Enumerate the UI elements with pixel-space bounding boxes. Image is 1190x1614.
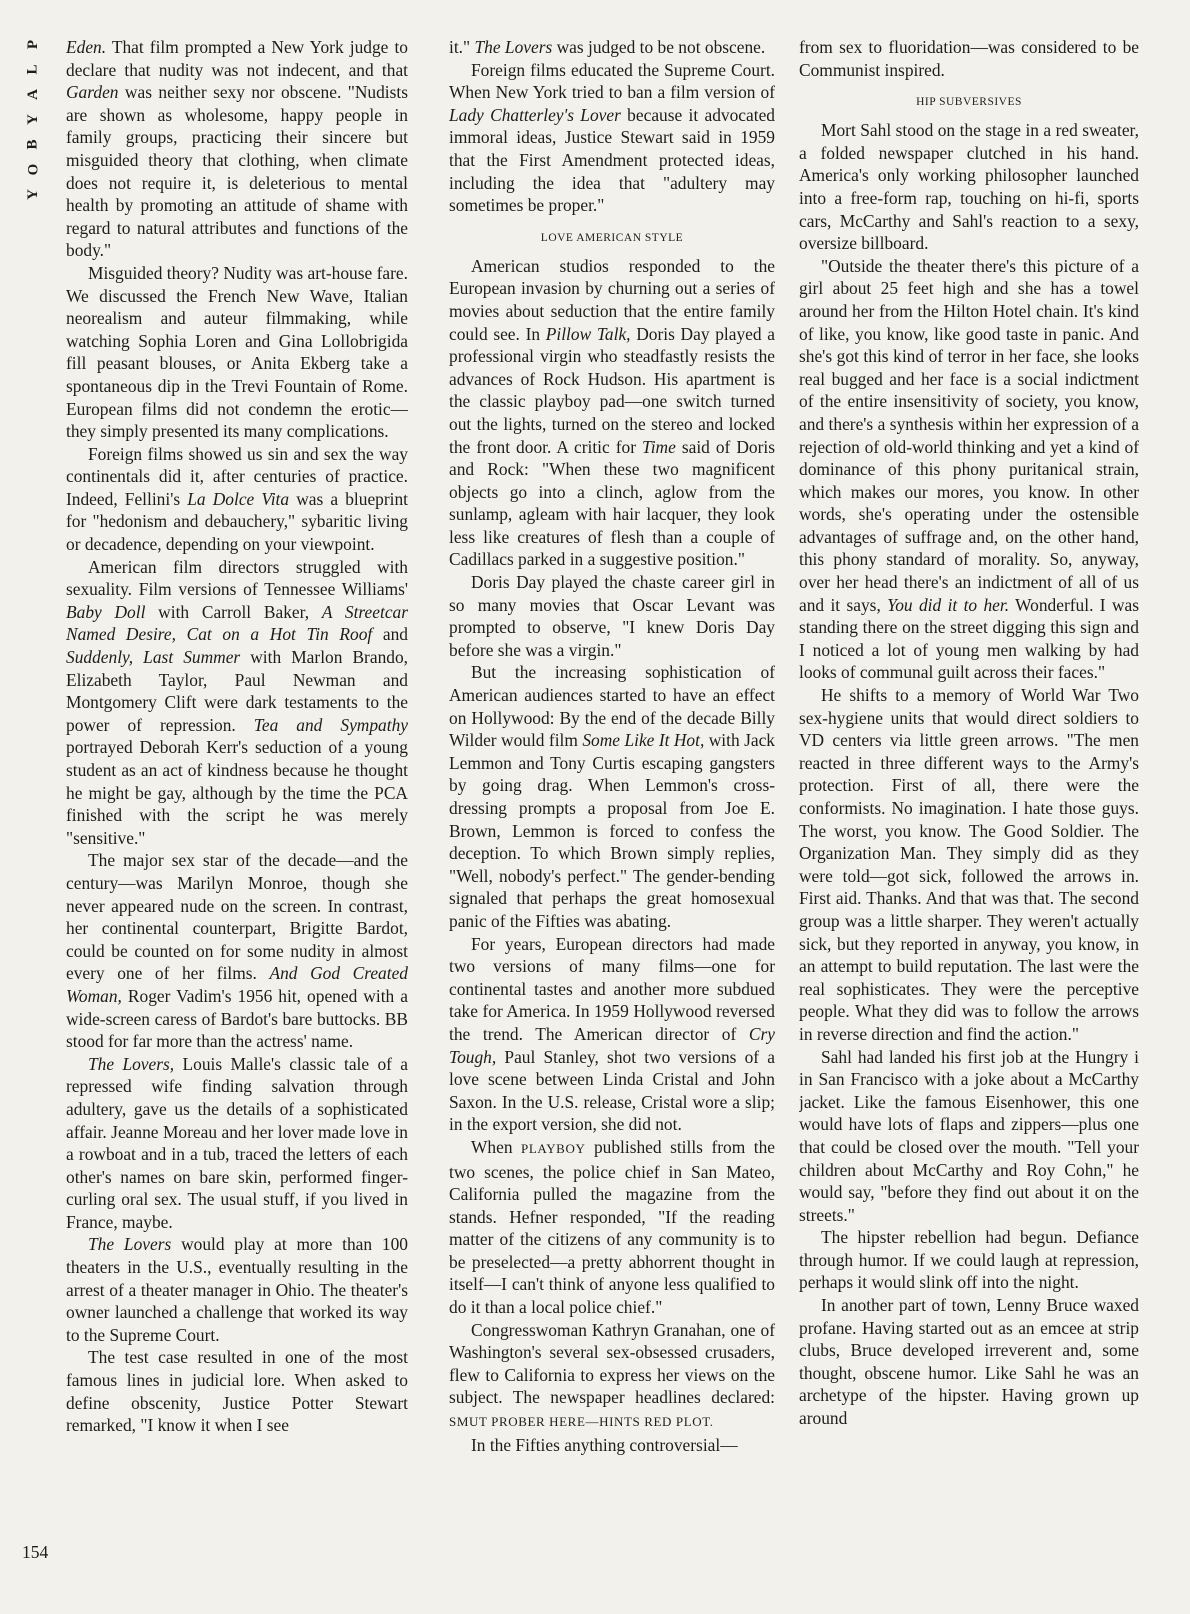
running-head-letter: O xyxy=(24,162,41,176)
running-head-letter: L xyxy=(24,63,41,75)
running-head-playboy xyxy=(20,36,46,202)
body-paragraph: The major sex star of the decade—and the century—was Marilyn Monroe, though she never appeared nude on the screen. In contrast, her continental counterpart, Brigitte Bardot, could be counted on for some nudity in almost every one of her films. And God Created Woman, Roger Vadim's 1956 hit, opened with a wide-screen caress of Bardot's bare buttocks. BB stood for far more than the actress' name. xyxy=(66,850,408,1052)
body-paragraph: In the Fifties anything controversial— xyxy=(471,1434,738,1455)
running-head-letter: B xyxy=(24,138,41,150)
body-paragraph: American studios responded to the European invasion by churning out a series of movies about seduction that the entire family could see. In Pillow Talk, Doris Day played a professional virgin who steadfastly resists the advances of Rock Hudson. His apartment is the classic playboy pad—one switch turned out the lights, turned on the stereo and locked the front door. A critic for Time said of Doris and Rock: "When these two magnificent objects go into a clinch, aglow from the sunlamp, agleam with hair lacquer, they look less like creatures of flesh than a couple of Cadillacs parked in a suggestive position." xyxy=(449,255,775,570)
body-paragraph: American film directors struggled with sexuality. Film versions of Tennessee Williams' Baby Doll with Carroll Baker, A Streetcar Named Desire, Cat on a Hot Tin Roof and Suddenly, Last Summer with Marlon Brando, Elizabeth Taylor, Paul Newman and Montgomery Clift were dark testaments to the power of repression. Tea and Sympathy portrayed Deborah Kerr's seduction of a young student as an act of kindness because he thought he might be gay, although by the time the PCA finished with the script he was merely "sensitive." xyxy=(66,556,408,848)
body-paragraph: Sahl had landed his first job at the Hungry i in San Francisco with a joke about a McCarthy jacket. Like the famous Eisenhower, this one would have lots of flaps and zippers—plus one that could be closed over the mouth. "Tell your children about McCarthy and Roy Cohn," he would say, "before they find out about it on the streets." xyxy=(799,1046,1139,1225)
body-paragraph: For years, European directors had made two versions of many films—one for continental tastes and another more subdued take for America. In 1959 Hollywood reversed the trend. The American director of Cry Tough, Paul Stanley, shot two versions of a love scene between Linda Cristal and John Saxon. In the U.S. release, Cristal wore a slip; in the export version, she did not. xyxy=(449,933,775,1135)
running-head-letter: A xyxy=(25,88,41,100)
body-paragraph: it." The Lovers was judged to be not obscene. xyxy=(449,37,766,57)
body-paragraph: But the increasing sophistication of American audiences started to have an effect on Hollywood: By the end of the decade Billy Wilder would film Some Like It Hot, with Jack Lemmon and Tony Curtis escaping gangsters by going drag. When Lemmon's cross-dressing prompts a proposal from Joe E. Brown, Lemmon is forced to confess the deception. To which Brown simply replies, "Well, nobody's perfect." The gender-bending signaled that perhaps the great homosexual panic of the Fifties was abating. xyxy=(449,662,775,931)
body-paragraph: Mort Sahl stood on the stage in a red sweater, a folded newspaper clutched in his hand. America's only working philosopher launched into a free-form rap, touching on hi-fi, sports cars, McCarthy and Sahl's reaction to a sexy, oversize billboard. xyxy=(799,120,1139,254)
body-paragraph: Doris Day played the chaste career girl in so many movies that Oscar Levant was prompted to observe, "I knew Doris Day before she was a virgin." xyxy=(449,572,775,660)
running-head-letter: P xyxy=(24,38,41,50)
page-number: 154 xyxy=(22,1542,49,1562)
section-heading: LOVE AMERICAN STYLE xyxy=(540,231,684,244)
body-paragraph: When PLAYBOY published stills from the two scenes, the police chief in San Mateo, California pulled the magazine from the stands. Hefner responded, "If the reading matter of the citizens of any community is to be preselected—a pretty abhorrent thought in itself—I can't think of anyone less qualified to do it than a local police chief." xyxy=(449,1136,775,1318)
body-paragraph: The test case resulted in one of the most famous lines in judicial lore. When asked to define obscenity, Justice Potter Stewart remarked, "I know it when I see xyxy=(66,1347,408,1436)
body-paragraph: The hipster rebellion had begun. Defiance through humor. If we could laugh at repression, perhaps it would slink off into the night. xyxy=(799,1227,1139,1293)
section-heading: HIP SUBVERSIVES xyxy=(916,96,1022,109)
body-paragraph: The Lovers would play at more than 100 theaters in the U.S., eventually resulting in the arrest of a theater manager in Ohio. The theater's owner launched a challenge that worked its way to the Supreme Court. xyxy=(66,1234,408,1345)
body-paragraph: Foreign films educated the Supreme Court. When New York tried to ban a film version of Lady Chatterley's Lover because it advocated immoral ideas, Justice Stewart said in 1959 that the First Amendment protected ideas, including the idea that "adultery may sometimes be proper." xyxy=(449,59,775,216)
running-head-letter: Y xyxy=(25,188,41,200)
body-paragraph: Eden. That film prompted a New York judge to declare that nudity was not indecent, and that Garden was neither sexy nor obscene. "Nudists are shown as wholesome, happy people in family groups, practicing their sincere but misguided theory that clothing, when climate does not require it, is deleterious to mental health by promoting an attitude of shame with regard to natural attributes and functions of the body." xyxy=(66,37,408,261)
running-head-letter: Y xyxy=(25,113,41,125)
body-paragraph: In another part of town, Lenny Bruce waxed profane. Having started out as an emcee at strip clubs, Bruce developed irreverent and, some thought, obscene humor. Like Sahl he was an archetype of the hipster. Having grown up around xyxy=(799,1295,1139,1429)
body-paragraph: Misguided theory? Nudity was art-house fare. We discussed the French New Wave, Italian neorealism and auteur filmmaking, while watching Sophia Loren and Gina Lollobrigida fill peasant blouses, or Anita Ekberg take a spontaneous dip in the Trevi Fountain of Rome. European films did not condemn the erotic—they simply presented its many complications. xyxy=(66,262,408,442)
body-paragraph: "Outside the theater there's this picture of a girl about 25 feet high and she has a towel around her from the Hilton Hotel chain. It's kind of like, you know, like good taste in panic. And she's got this kind of terror in her face, she looks real bugged and her face is a social indictment of the entire insensitivity of society, you know, and there's a synthesis within her expression of a rejection of old-world thinking and yet a kind of dominance of this phony puritanical strain, which makes our mores, you know. In other words, she's operating under the ostensible advantages of suffrage and, on the other hand, this phony standard of morality. So, anyway, over her head there's an indictment of all of us and it says, You did it to her. Wonderful. I was standing there on the street digging this sign and I noticed a lot of young men walking by had looks of communal guilt across their faces." xyxy=(799,255,1139,683)
body-paragraph: He shifts to a memory of World War Two sex-hygiene units that would direct soldiers to VD centers via little green arrows. "The men reacted in three different ways to the Army's protection. First of all, there were the conformists. No imagination. I hate those guys. The worst, you know. The Good Soldier. The Organization Man. They simply did as they were told—got sick, followed the arrows in. First aid. Thanks. And that was that. The second group was a little sharper. They weren't actually sick, but they reported in anyway, you know, in an attempt to build reputation. The last were the real sophisticates. They were the perceptive people. What they did was to follow the arrows in reverse direction and find the action." xyxy=(799,685,1139,1044)
body-paragraph: Congresswoman Kathryn Granahan, one of Washington's several sex-obsessed crusaders, flew to California to express her views on the subject. The newspaper headlines declared: SMUT PROBER HERE—HINTS RED PLOT. xyxy=(449,1319,775,1430)
text-column-1 xyxy=(66,36,408,1576)
body-paragraph: The Lovers, Louis Malle's classic tale of a repressed wife finding salvation through adultery, gave us the details of a sophisticated affair. Jeanne Moreau and her lover made love in a rowboat and in a tub, traced the letters of each other's names on bare skin, performed finger-curling oral sex. The usual stuff, if you lived in France, maybe. xyxy=(66,1053,408,1232)
body-paragraph: from sex to fluoridation—was considered to be Communist inspired. xyxy=(799,37,1139,80)
text-column-3 xyxy=(799,36,1139,1576)
body-paragraph: Foreign films showed us sin and sex the way continentals did it, after centuries of practice. Indeed, Fellini's La Dolce Vita was a blueprint for "hedonism and debauchery," sybaritic living or decadence, depending on your viewpoint. xyxy=(66,443,408,555)
text-column-2 xyxy=(449,36,775,1576)
